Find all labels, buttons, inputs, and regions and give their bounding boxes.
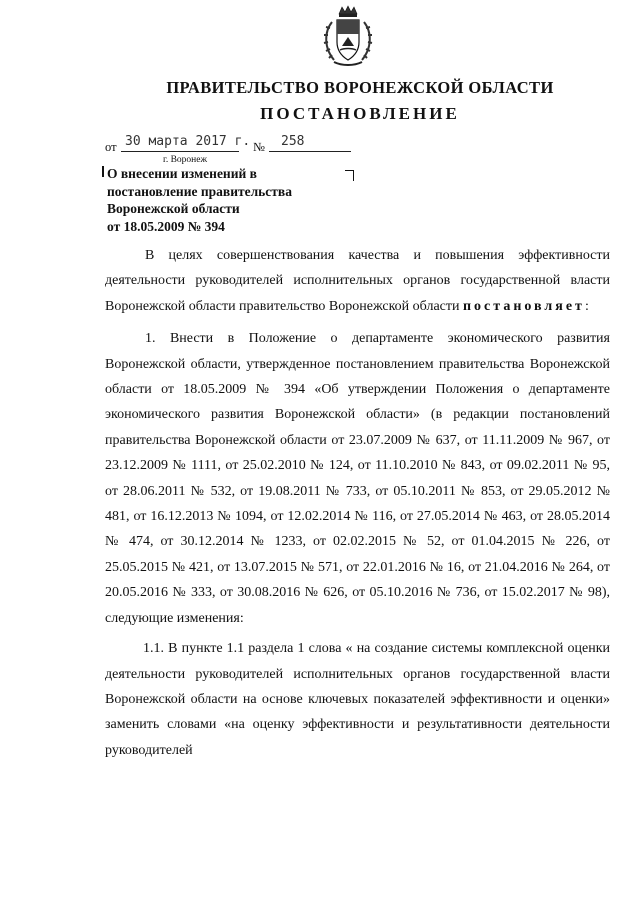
coat-of-arms-icon [318,4,378,70]
city-label: г. Воронеж [163,155,208,165]
subject-line: постановление правительства [107,183,292,199]
date-number-row [105,136,365,156]
subject-line: О внесении изменений в [107,166,257,181]
intro-end: : [584,298,589,314]
item-1-paragraph: 1. Внести в Положение о департаменте экономического развития Воронежской области, утвержденное постановлением правительства Воронежской области от 18.05.2009 № 394 «Об утверждении Положения о департаменте экономического развития Воронежской области» (в редакции постановлений правительства Воронежской области от 23.07.2009 № 637, от 11.11.2009 № 967, от 23.12.2009 № 1111, от 25.02.2010 № 124, от 11.10.2010 № 843, от 09.02.2011 № 95, от 28.06.2011 № 532, от 19.08.2011 № 733, от 05.10.2011 № 853, от 29.05.2012 № 481, от 16.12.2013 № 1094, от 12.02.2014 № 116, от 27.05.2014 № 463, от 28.05.2014 № 474, от 30.12.2014 № 1233, от 02.02.2015 № 52, от 01.04.2015 № 226, от 25.05.2015 № 421, от 13.07.2015 № 571, от 22.01.2016 № 16, от 21.04.2016 № 264, от 20.05.2016 № 333, от 30.08.2016 № 626, от 05.10.2016 № 736, от 15.02.2017 № 98), следующие изменения: [105,331,610,626]
decree-keyword: постановляет [462,298,585,314]
subject-line: от 18.05.2009 № 394 [107,218,225,234]
intro-text: В целях совершенствования качества и повышения эффективности деятельности руководителей исполнительных органов государственной власти Воронежской области правительство Воронежской области [105,248,610,314]
subject-line: Воронежской области [107,201,240,216]
organization-title: ПРАВИТЕЛЬСТВО ВОРОНЕЖСКОЙ ОБЛАСТИ [166,78,554,97]
document-subject [107,165,347,235]
date-prefix: от [105,140,117,154]
document-body [105,243,610,763]
document-type-title: ПОСТАНОВЛЕНИЕ [260,104,460,123]
number-prefix: № [253,140,265,154]
item-1-1-paragraph: 1.1. В пункте 1.1 раздела 1 слова « на создание системы комплексной оценки деятельности руководителей исполнительных органов государственной власти Воронежской области на основе ключевых показателей эффективности и оценки» заменить словами «на оценку эффективности и результативности деятельности руководителей [105,641,610,758]
intro-paragraph [105,243,610,319]
number-value: 258 [281,134,305,149]
number-underline [269,151,351,152]
date-underline [121,151,239,152]
date-value: 30 марта 2017 г. [125,134,251,149]
